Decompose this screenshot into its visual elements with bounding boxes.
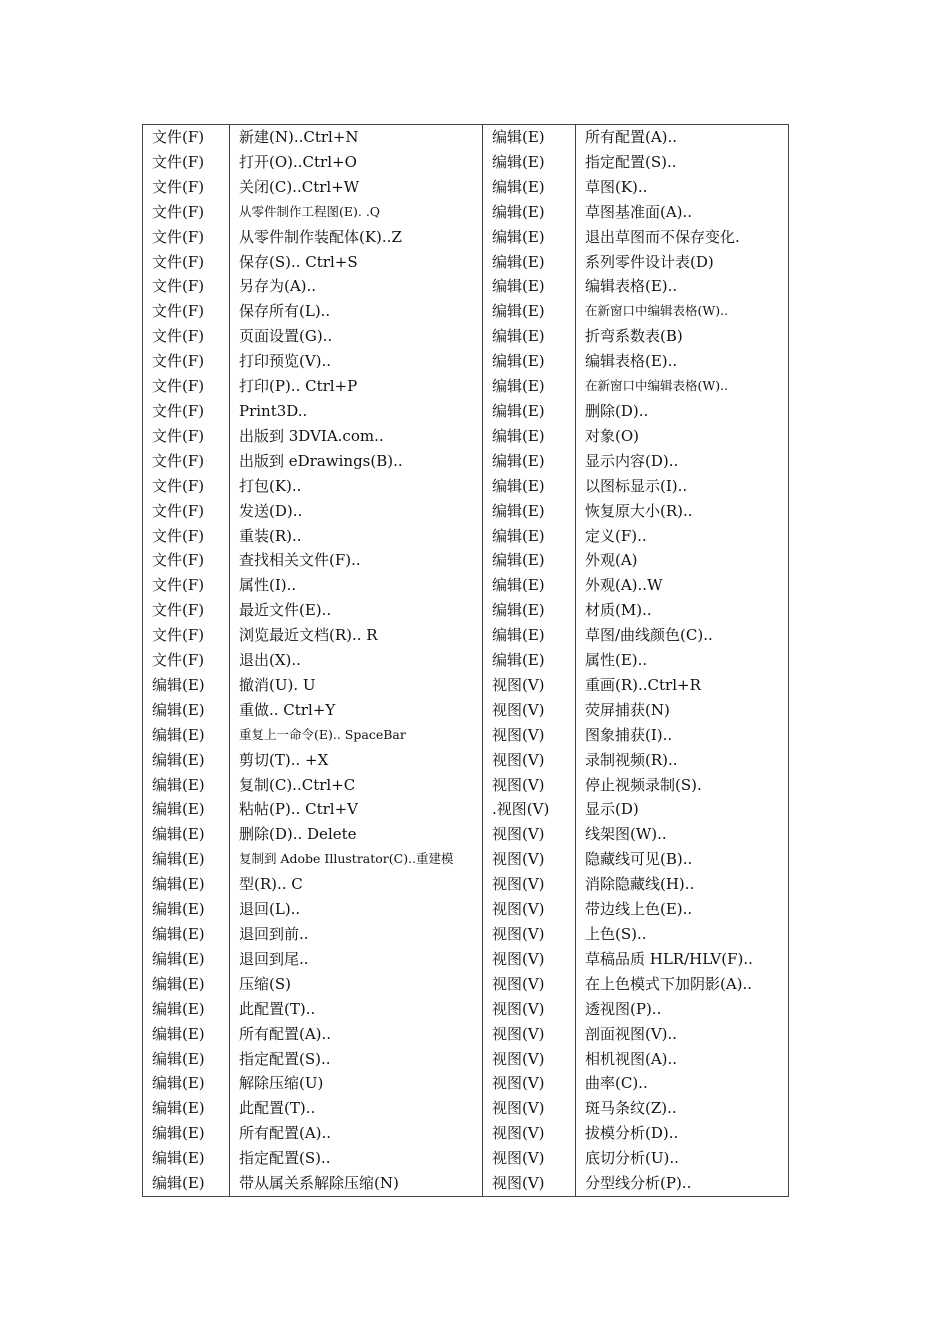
- command-cell: 出版到 eDrawings(B)..: [230, 449, 483, 474]
- table-row: [143, 250, 789, 275]
- table-row: [143, 897, 789, 922]
- menu-cell: 编辑(E): [483, 324, 576, 349]
- menu-cell: 编辑(E): [483, 623, 576, 648]
- command-cell: 线架图(W)..: [576, 822, 789, 847]
- command-cell: 属性(E)..: [576, 648, 789, 673]
- menu-command-table: [142, 124, 789, 1197]
- menu-cell: 视图(V): [483, 972, 576, 997]
- table-row: [143, 524, 789, 549]
- menu-cell: 编辑(E): [483, 150, 576, 175]
- menu-cell: 编辑(E): [143, 972, 230, 997]
- menu-cell: 视图(V): [483, 822, 576, 847]
- command-cell: 在新窗口中编辑表格(W)..: [576, 299, 789, 324]
- table-row: [143, 598, 789, 623]
- menu-cell: 编辑(E): [483, 648, 576, 673]
- command-cell: 页面设置(G)..: [230, 324, 483, 349]
- command-cell: 浏览最近文档(R).. R: [230, 623, 483, 648]
- table-row: [143, 324, 789, 349]
- menu-cell: 文件(F): [143, 225, 230, 250]
- command-cell: 在上色模式下加阴影(A)..: [576, 972, 789, 997]
- command-cell: 退回(L)..: [230, 897, 483, 922]
- command-cell: 另存为(A)..: [230, 274, 483, 299]
- menu-cell: 文件(F): [143, 200, 230, 225]
- menu-cell: 编辑(E): [143, 748, 230, 773]
- command-cell: 系列零件设计表(D): [576, 250, 789, 275]
- table-body: [143, 125, 789, 1197]
- menu-cell: 文件(F): [143, 623, 230, 648]
- command-cell: 所有配置(A)..: [230, 1022, 483, 1047]
- menu-cell: 文件(F): [143, 324, 230, 349]
- menu-cell: 编辑(E): [143, 847, 230, 872]
- menu-cell: 编辑(E): [143, 922, 230, 947]
- command-cell: 型(R).. C: [230, 872, 483, 897]
- menu-cell: 编辑(E): [143, 773, 230, 798]
- command-cell: 退回到尾..: [230, 947, 483, 972]
- menu-cell: 视图(V): [483, 673, 576, 698]
- table-row: [143, 748, 789, 773]
- command-cell: 分型线分析(P)..: [576, 1171, 789, 1196]
- menu-cell: 文件(F): [143, 374, 230, 399]
- menu-cell: 编辑(E): [143, 698, 230, 723]
- menu-cell: 编辑(E): [143, 797, 230, 822]
- command-cell: 从零件制作工程图(E). .Q: [230, 200, 483, 225]
- menu-cell: 编辑(E): [143, 947, 230, 972]
- menu-cell: 文件(F): [143, 648, 230, 673]
- menu-cell: 视图(V): [483, 947, 576, 972]
- menu-cell: 编辑(E): [143, 897, 230, 922]
- command-cell: 打印预览(V)..: [230, 349, 483, 374]
- table-row: [143, 623, 789, 648]
- menu-cell: 编辑(E): [143, 1096, 230, 1121]
- table-row: [143, 150, 789, 175]
- menu-cell: 视图(V): [483, 1022, 576, 1047]
- table-row: [143, 698, 789, 723]
- command-cell: 撤消(U). U: [230, 673, 483, 698]
- table-row: [143, 972, 789, 997]
- menu-cell: 文件(F): [143, 548, 230, 573]
- menu-cell: 文件(F): [143, 150, 230, 175]
- command-cell: 此配置(T)..: [230, 1096, 483, 1121]
- menu-cell: 视图(V): [483, 1171, 576, 1196]
- command-cell: 删除(D)..: [576, 399, 789, 424]
- command-cell: 从零件制作装配体(K)..Z: [230, 225, 483, 250]
- menu-cell: 编辑(E): [143, 1071, 230, 1096]
- command-cell: 在新窗口中编辑表格(W)..: [576, 374, 789, 399]
- table-row: [143, 797, 789, 822]
- menu-cell: 文件(F): [143, 274, 230, 299]
- command-cell: 停止视频录制(S).: [576, 773, 789, 798]
- menu-cell: 文件(F): [143, 424, 230, 449]
- command-cell: 指定配置(S)..: [576, 150, 789, 175]
- table-row: [143, 847, 789, 872]
- command-cell: 退出(X)..: [230, 648, 483, 673]
- table-row: [143, 299, 789, 324]
- command-cell: 删除(D).. Delete: [230, 822, 483, 847]
- menu-cell: 编辑(E): [483, 474, 576, 499]
- menu-cell: 编辑(E): [143, 872, 230, 897]
- command-cell: 斑马条纹(Z)..: [576, 1096, 789, 1121]
- command-cell: 重画(R)..Ctrl+R: [576, 673, 789, 698]
- menu-cell: 编辑(E): [483, 548, 576, 573]
- table-row: [143, 1022, 789, 1047]
- command-cell: 折弯系数表(B): [576, 324, 789, 349]
- command-cell: 新建(N)..Ctrl+N: [230, 125, 483, 150]
- menu-cell: 编辑(E): [483, 573, 576, 598]
- command-cell: 打印(P).. Ctrl+P: [230, 374, 483, 399]
- command-cell: 退出草图而不保存变化.: [576, 225, 789, 250]
- table-row: [143, 399, 789, 424]
- table-row: [143, 997, 789, 1022]
- table-row: [143, 499, 789, 524]
- command-cell: 复制到 Adobe Illustrator(C)..重建模: [230, 847, 483, 872]
- menu-cell: 文件(F): [143, 175, 230, 200]
- menu-cell: 编辑(E): [143, 822, 230, 847]
- menu-cell: 视图(V): [483, 1146, 576, 1171]
- command-cell: 录制视频(R)..: [576, 748, 789, 773]
- command-cell: 粘帖(P).. Ctrl+V: [230, 797, 483, 822]
- table-row: [143, 723, 789, 748]
- menu-cell: 编辑(E): [483, 499, 576, 524]
- menu-cell: 文件(F): [143, 573, 230, 598]
- menu-cell: 编辑(E): [483, 250, 576, 275]
- menu-cell: 编辑(E): [143, 1121, 230, 1146]
- menu-cell: 视图(V): [483, 1096, 576, 1121]
- command-cell: 打包(K)..: [230, 474, 483, 499]
- command-cell: 退回到前..: [230, 922, 483, 947]
- table-row: [143, 1121, 789, 1146]
- menu-cell: 文件(F): [143, 250, 230, 275]
- command-cell: 上色(S)..: [576, 922, 789, 947]
- menu-cell: 文件(F): [143, 449, 230, 474]
- table-row: [143, 449, 789, 474]
- menu-cell: 视图(V): [483, 698, 576, 723]
- command-cell: 所有配置(A)..: [576, 125, 789, 150]
- menu-cell: 编辑(E): [143, 1146, 230, 1171]
- table-row: [143, 673, 789, 698]
- menu-cell: 编辑(E): [143, 1022, 230, 1047]
- menu-cell: 编辑(E): [483, 399, 576, 424]
- menu-cell: 编辑(E): [143, 1171, 230, 1196]
- command-cell: 显示(D): [576, 797, 789, 822]
- command-cell: 解除压缩(U): [230, 1071, 483, 1096]
- menu-cell: .视图(V): [483, 797, 576, 822]
- command-cell: 拔模分析(D)..: [576, 1121, 789, 1146]
- command-cell: 材质(M)..: [576, 598, 789, 623]
- menu-cell: 编辑(E): [483, 598, 576, 623]
- command-cell: 草图基准面(A)..: [576, 200, 789, 225]
- table-row: [143, 424, 789, 449]
- menu-cell: 编辑(E): [483, 374, 576, 399]
- menu-cell: 编辑(E): [143, 1047, 230, 1072]
- table-row: [143, 773, 789, 798]
- command-cell: 剖面视图(V)..: [576, 1022, 789, 1047]
- table-row: [143, 474, 789, 499]
- command-cell: 曲率(C)..: [576, 1071, 789, 1096]
- command-cell: 外观(A): [576, 548, 789, 573]
- command-cell: 外观(A)..W: [576, 573, 789, 598]
- table-row: [143, 1047, 789, 1072]
- table-row: [143, 1146, 789, 1171]
- table-row: [143, 648, 789, 673]
- command-cell: 最近文件(E)..: [230, 598, 483, 623]
- table-row: [143, 374, 789, 399]
- command-cell: 复制(C)..Ctrl+C: [230, 773, 483, 798]
- menu-cell: 文件(F): [143, 524, 230, 549]
- table-row: [143, 947, 789, 972]
- menu-cell: 视图(V): [483, 997, 576, 1022]
- menu-cell: 编辑(E): [483, 524, 576, 549]
- menu-cell: 编辑(E): [483, 299, 576, 324]
- command-cell: 图象捕获(I)..: [576, 723, 789, 748]
- menu-cell: 编辑(E): [143, 673, 230, 698]
- table-row: [143, 548, 789, 573]
- menu-cell: 编辑(E): [483, 225, 576, 250]
- table-row: [143, 1071, 789, 1096]
- command-cell: 以图标显示(I)..: [576, 474, 789, 499]
- menu-cell: 编辑(E): [483, 175, 576, 200]
- command-cell: 带边线上色(E)..: [576, 897, 789, 922]
- command-cell: 草图/曲线颜色(C)..: [576, 623, 789, 648]
- command-cell: 属性(I)..: [230, 573, 483, 598]
- table-row: [143, 573, 789, 598]
- command-cell: 编辑表格(E)..: [576, 274, 789, 299]
- command-cell: 压缩(S): [230, 972, 483, 997]
- menu-cell: 编辑(E): [483, 274, 576, 299]
- table-row: [143, 274, 789, 299]
- command-cell: 隐藏线可见(B)..: [576, 847, 789, 872]
- command-cell: 草稿品质 HLR/HLV(F)..: [576, 947, 789, 972]
- command-cell: 荧屏捕获(N): [576, 698, 789, 723]
- command-cell: 定义(F)..: [576, 524, 789, 549]
- command-cell: 重做.. Ctrl+Y: [230, 698, 483, 723]
- command-cell: 显示内容(D)..: [576, 449, 789, 474]
- menu-cell: 文件(F): [143, 598, 230, 623]
- command-cell: 草图(K)..: [576, 175, 789, 200]
- command-cell: 关闭(C)..Ctrl+W: [230, 175, 483, 200]
- command-cell: 编辑表格(E)..: [576, 349, 789, 374]
- table-row: [143, 872, 789, 897]
- menu-cell: 视图(V): [483, 922, 576, 947]
- menu-cell: 编辑(E): [483, 424, 576, 449]
- command-cell: 查找相关文件(F)..: [230, 548, 483, 573]
- command-cell: 打开(O)..Ctrl+O: [230, 150, 483, 175]
- command-cell: 消除隐藏线(H)..: [576, 872, 789, 897]
- command-cell: 带从属关系解除压缩(N): [230, 1171, 483, 1196]
- command-cell: 剪切(T).. +X: [230, 748, 483, 773]
- command-cell: 保存(S).. Ctrl+S: [230, 250, 483, 275]
- menu-cell: 编辑(E): [483, 349, 576, 374]
- menu-cell: 文件(F): [143, 399, 230, 424]
- command-cell: 重复上一命令(E).. SpaceBar: [230, 723, 483, 748]
- menu-cell: 文件(F): [143, 125, 230, 150]
- menu-cell: 视图(V): [483, 847, 576, 872]
- command-cell: 对象(O): [576, 424, 789, 449]
- table-row: [143, 200, 789, 225]
- menu-cell: 文件(F): [143, 474, 230, 499]
- command-cell: 出版到 3DVIA.com..: [230, 424, 483, 449]
- table-row: [143, 922, 789, 947]
- table-row: [143, 175, 789, 200]
- command-cell: 指定配置(S)..: [230, 1146, 483, 1171]
- table-row: [143, 1171, 789, 1196]
- command-cell: 保存所有(L)..: [230, 299, 483, 324]
- command-cell: 指定配置(S)..: [230, 1047, 483, 1072]
- menu-cell: 文件(F): [143, 499, 230, 524]
- menu-cell: 编辑(E): [483, 125, 576, 150]
- menu-cell: 编辑(E): [143, 997, 230, 1022]
- menu-cell: 视图(V): [483, 1071, 576, 1096]
- menu-cell: 视图(V): [483, 872, 576, 897]
- menu-cell: 视图(V): [483, 748, 576, 773]
- menu-cell: 文件(F): [143, 299, 230, 324]
- command-cell: 恢复原大小(R)..: [576, 499, 789, 524]
- menu-cell: 视图(V): [483, 1121, 576, 1146]
- command-cell: 重装(R)..: [230, 524, 483, 549]
- table-row: [143, 822, 789, 847]
- command-cell: 透视图(P)..: [576, 997, 789, 1022]
- menu-cell: 视图(V): [483, 897, 576, 922]
- table-row: [143, 225, 789, 250]
- command-cell: 此配置(T)..: [230, 997, 483, 1022]
- command-cell: 底切分析(U)..: [576, 1146, 789, 1171]
- menu-cell: 视图(V): [483, 723, 576, 748]
- menu-cell: 文件(F): [143, 349, 230, 374]
- table-row: [143, 125, 789, 150]
- command-cell: Print3D..: [230, 399, 483, 424]
- table-row: [143, 1096, 789, 1121]
- menu-cell: 编辑(E): [483, 449, 576, 474]
- command-cell: 所有配置(A)..: [230, 1121, 483, 1146]
- menu-cell: 编辑(E): [483, 200, 576, 225]
- menu-cell: 视图(V): [483, 773, 576, 798]
- menu-cell: 视图(V): [483, 1047, 576, 1072]
- command-cell: 相机视图(A)..: [576, 1047, 789, 1072]
- table-row: [143, 349, 789, 374]
- menu-cell: 编辑(E): [143, 723, 230, 748]
- command-cell: 发送(D)..: [230, 499, 483, 524]
